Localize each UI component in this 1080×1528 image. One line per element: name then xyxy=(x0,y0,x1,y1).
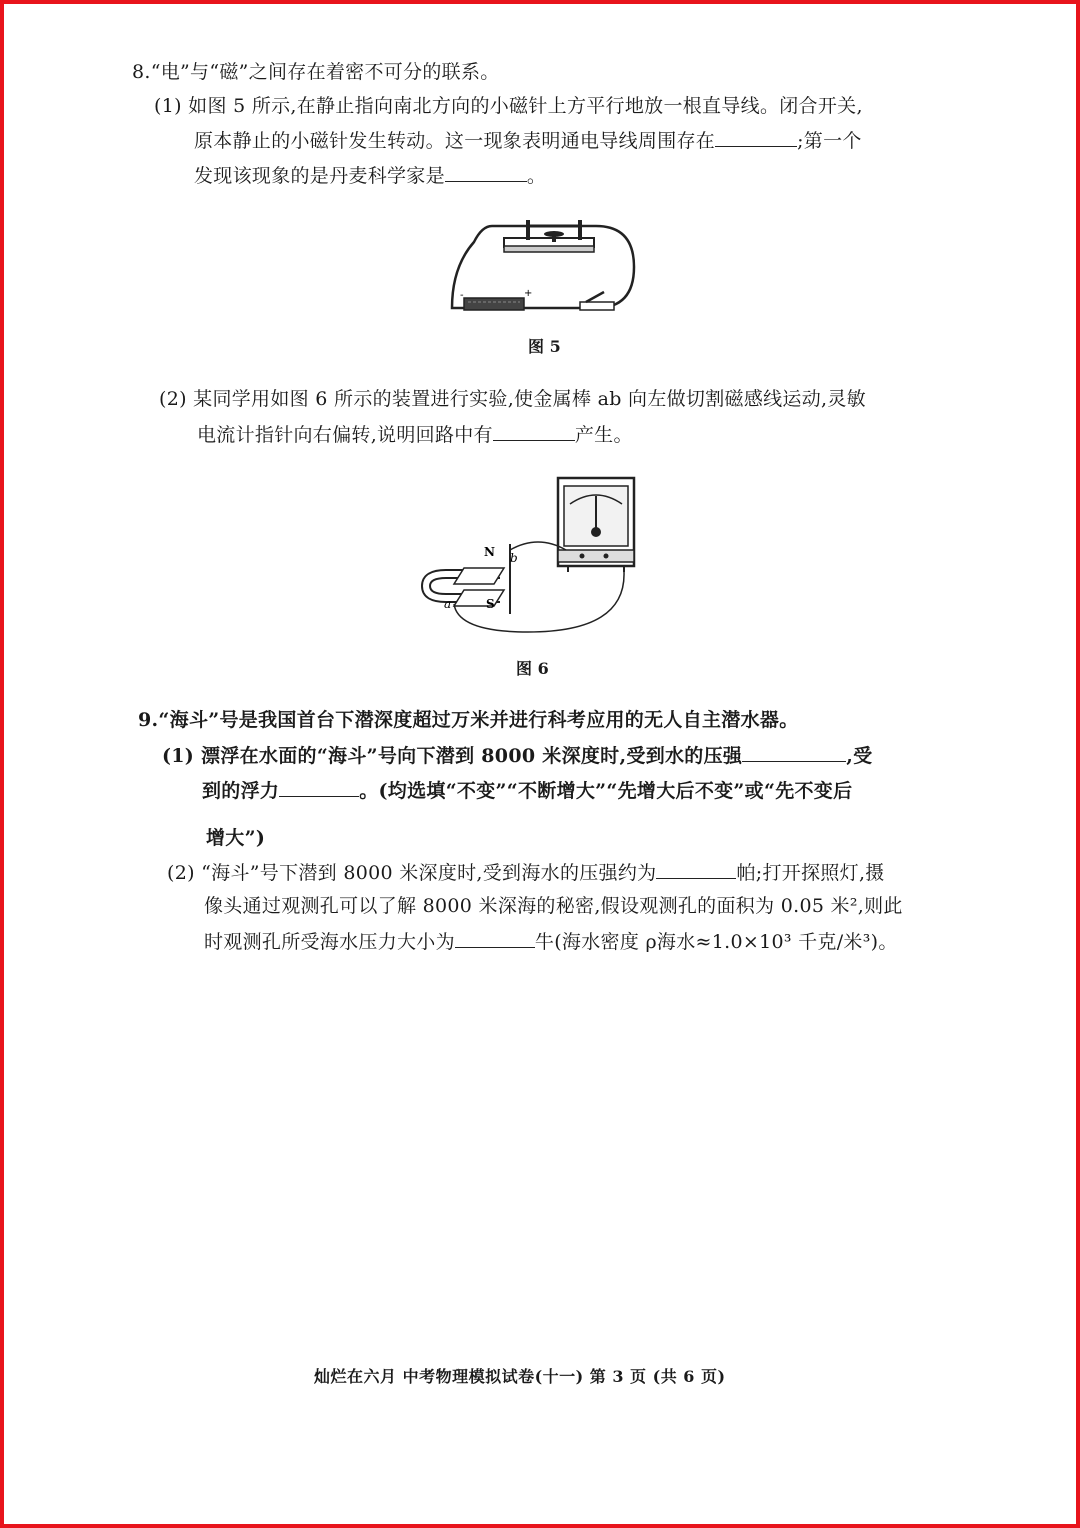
q9-part1-line2: 到的浮力 。(均选填“不变”“不断增大”“先增大后不变”或“先不变后 xyxy=(202,776,852,805)
svg-text:+: + xyxy=(524,288,533,299)
q9-part2-line1: (2) “海斗”号下潜到 8000 米深度时,受到海水的压强约为 帕;打开探照灯,摄 xyxy=(167,858,885,887)
q9-part2-line3: 时观测孔所受海水压力大小为 牛(海水密度 ρ海水≈1.0×10³ 千克/米³)。 xyxy=(204,927,898,956)
q9-part1-line1: (1) 漂浮在水面的“海斗”号向下潜到 8000 米深度时,受到水的压强 ,受 xyxy=(162,741,872,770)
q9-part1-line3: 增大”) xyxy=(206,827,266,849)
q9-stem: 9.“海斗”号是我国首台下潜深度超过万米并进行科考应用的无人自主潜水器。 xyxy=(138,709,799,731)
figure-5-caption: 图 5 xyxy=(528,337,561,356)
q8-part1-line2: 原本静止的小磁针发生转动。这一现象表明通电导线周围存在 ;第一个 xyxy=(194,126,862,155)
answer-blank[interactable] xyxy=(493,420,575,441)
figure-6-caption: 图 6 xyxy=(516,659,549,678)
answer-blank[interactable] xyxy=(445,161,527,182)
q9-part2-line2: 像头通过观测孔可以了解 8000 米深海的秘密,假设观测孔的面积为 0.05 米²,则此 xyxy=(204,895,903,917)
q8-part1-line3: 发现该现象的是丹麦科学家是 。 xyxy=(194,161,546,190)
fig6-label-b: b xyxy=(510,551,518,565)
page-footer: 灿烂在六月 中考物理模拟试卷(十一) 第 3 页 (共 6 页) xyxy=(314,1367,726,1386)
answer-blank[interactable] xyxy=(715,126,797,147)
q8-part2-line1: (2) 某同学用如图 6 所示的装置进行实验,使金属棒 ab 向左做切割磁感线运动,灵敏 xyxy=(159,388,866,410)
svg-text:-: - xyxy=(460,290,464,301)
figure-6-apparatus xyxy=(418,474,640,636)
fig6-label-n: N xyxy=(484,545,495,559)
fig6-label-a: a xyxy=(444,597,452,611)
q8-stem: 8.“电”与“磁”之间存在着密不可分的联系。 xyxy=(132,61,500,83)
answer-blank[interactable] xyxy=(279,776,359,797)
q8-part2-line2: 电流计指针向右偏转,说明回路中有 产生。 xyxy=(197,420,633,449)
fig6-label-s: S xyxy=(486,597,495,611)
figure-5-circuit xyxy=(444,212,644,322)
answer-blank[interactable] xyxy=(455,927,535,948)
answer-blank[interactable] xyxy=(656,858,736,879)
answer-blank[interactable] xyxy=(742,741,846,762)
q8-part1-line1: (1) 如图 5 所示,在静止指向南北方向的小磁针上方平行地放一根直导线。闭合开关, xyxy=(154,95,863,117)
